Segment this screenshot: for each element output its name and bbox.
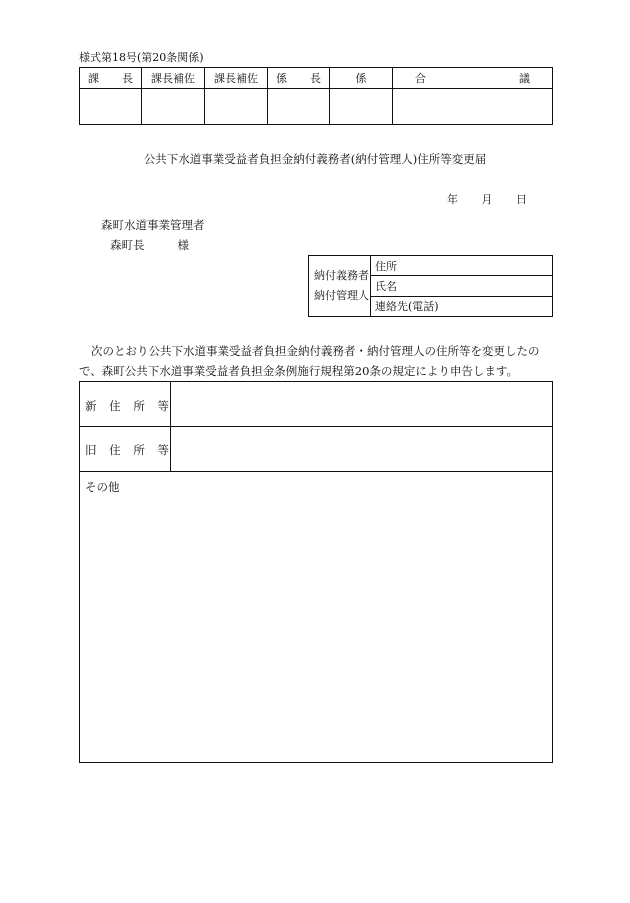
- stamp-cell[interactable]: [330, 89, 393, 125]
- label-char: 所: [133, 399, 145, 413]
- body-line-1: 次のとおり公共下水道事業受益者負担金納付義務者・納付管理人の住所等を変更したの: [91, 344, 540, 358]
- applicant-table: [308, 255, 553, 317]
- label-char: 住: [109, 443, 121, 457]
- label-char: 住: [109, 399, 121, 413]
- applicant-contact-field[interactable]: [371, 296, 553, 316]
- address-label: 住所: [375, 259, 397, 273]
- label-char: 新: [85, 399, 97, 413]
- approval-header-char: 長: [310, 72, 321, 85]
- label-char: 等: [157, 443, 169, 457]
- role-manager: 納付管理人: [314, 289, 369, 302]
- stamp-cell[interactable]: [80, 89, 142, 125]
- date-day: 日: [516, 193, 527, 206]
- document-title: 公共下水道事業受益者負担金納付義務者(納付管理人)住所等変更届: [143, 152, 487, 166]
- form-number: 様式第18号(第20条関係): [79, 51, 204, 64]
- addressee-line-1: 森町水道事業管理者: [101, 218, 205, 232]
- other-label: その他: [85, 480, 120, 494]
- body-line-2: で、森町公共下水道事業受益者負担金条例施行規程第20条の規定により申告します。: [79, 364, 518, 378]
- stamp-cell[interactable]: [205, 89, 268, 125]
- applicant-role-cell: [309, 256, 371, 317]
- name-label: 氏名: [375, 279, 397, 293]
- approval-header-section-chief: [80, 68, 142, 89]
- stamp-cell[interactable]: [393, 89, 553, 125]
- applicant-name-field[interactable]: [371, 276, 553, 296]
- label-char: 等: [157, 399, 169, 413]
- addressee-mayor: 森町長: [110, 238, 145, 252]
- date-year: 年: [447, 193, 458, 206]
- label-char: 所: [133, 443, 145, 457]
- applicant-address-field[interactable]: [371, 256, 553, 276]
- other-input[interactable]: [79, 495, 553, 763]
- date-month: 月: [481, 193, 493, 206]
- body-paragraph: [79, 341, 553, 381]
- approval-header-char: 議: [519, 72, 530, 85]
- approval-header-char: 合: [415, 72, 426, 85]
- approval-header-char: 課: [88, 72, 99, 85]
- approval-header-char: 係: [276, 72, 287, 85]
- addressee-honorific: 様: [177, 238, 189, 252]
- new-address-input[interactable]: [171, 381, 553, 427]
- approval-header-staff: 係: [330, 68, 393, 89]
- role-obligor: 納付義務者: [314, 269, 369, 282]
- approval-stamp-table: [79, 67, 553, 125]
- stamp-cell[interactable]: [142, 89, 205, 125]
- approval-header-char: 長: [122, 72, 133, 85]
- new-address-label: [85, 398, 169, 414]
- stamp-cell[interactable]: [268, 89, 330, 125]
- label-char: 旧: [85, 443, 97, 457]
- old-address-label: [85, 442, 169, 458]
- approval-header-subsection-chief: [268, 68, 330, 89]
- old-address-input[interactable]: [171, 427, 553, 472]
- addressee-line-2: [110, 237, 189, 253]
- approval-header-consultation: [393, 68, 553, 89]
- approval-header-assistant-2: 課長補佐: [205, 68, 268, 89]
- date-line: [447, 191, 527, 207]
- contact-label: 連絡先(電話): [375, 300, 439, 314]
- approval-header-assistant-1: 課長補佐: [142, 68, 205, 89]
